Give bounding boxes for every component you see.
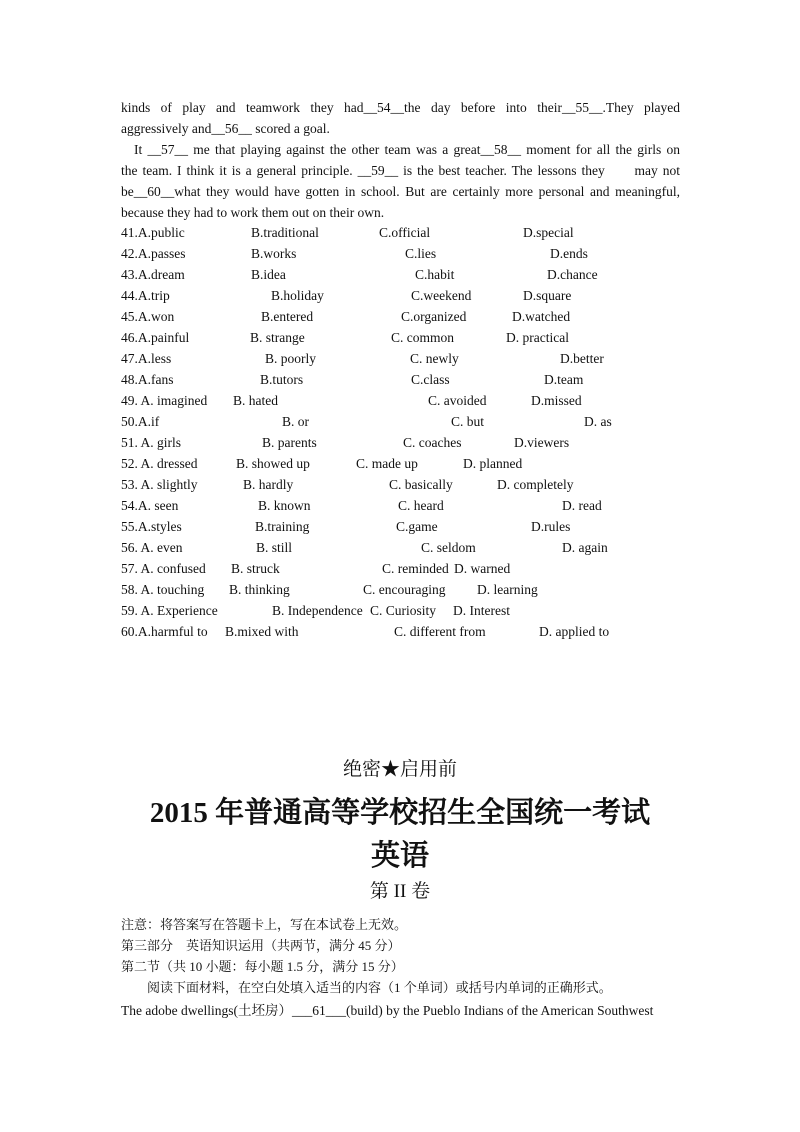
option-d: D.watched xyxy=(512,309,571,324)
option-b: B. known xyxy=(258,498,311,513)
option-b: B.training xyxy=(255,519,310,534)
option-d: D. practical xyxy=(506,330,569,345)
option-c: C.habit xyxy=(415,267,455,282)
option-row-60 xyxy=(121,621,721,642)
option-a: 45.A.won xyxy=(121,309,175,324)
option-a: 55.A.styles xyxy=(121,519,182,534)
passage-line: the team. I think it is a general principle. __59__ is the best teacher. The lessons they may not xyxy=(121,163,680,178)
option-c: C. avoided xyxy=(428,393,487,408)
option-a: 56. A. even xyxy=(121,540,183,555)
cloze-passage xyxy=(121,97,680,223)
option-row-51 xyxy=(121,432,721,453)
option-d: D.viewers xyxy=(514,435,570,450)
option-a: 50.A.if xyxy=(121,414,160,429)
option-row-45 xyxy=(121,306,721,327)
option-a: 59. A. Experience xyxy=(121,603,218,618)
option-c: C.weekend xyxy=(411,288,472,303)
option-c: C.game xyxy=(396,519,438,534)
instructions xyxy=(121,914,721,998)
passage-line: It __57__ me that playing against the other team was a great__58__ moment for all the girls on xyxy=(134,142,680,157)
option-b: B. hated xyxy=(233,393,278,408)
option-b: B. still xyxy=(256,540,293,555)
confidential-label: 绝密★启用前 xyxy=(342,759,457,780)
option-b: B. thinking xyxy=(229,582,290,597)
option-b: B.works xyxy=(251,246,297,261)
answer-options-list xyxy=(121,222,721,642)
passage-start-line: The adobe dwellings(土坯房）___61___(build) by the Pueblo Indians of the American Southwest xyxy=(121,1003,654,1018)
note-text: 注意：将答案写在答题卡上，写在本试卷上无效。 xyxy=(121,917,408,932)
volume-label: 第 II 卷 xyxy=(369,881,431,902)
option-d: D.special xyxy=(523,225,574,240)
option-d: D. as xyxy=(584,414,612,429)
option-a: 46.A.painful xyxy=(121,330,190,345)
option-a: 47.A.less xyxy=(121,351,172,366)
option-c: C.class xyxy=(411,372,450,387)
option-d: D. planned xyxy=(463,456,523,471)
option-c: C. common xyxy=(391,330,454,345)
option-d: D. learning xyxy=(477,582,538,597)
option-c: C. seldom xyxy=(421,540,476,555)
option-row-48 xyxy=(121,369,721,390)
passage-line: kinds of play and teamwork they had__54__the day before into their__55__.They played xyxy=(121,100,680,115)
option-row-49 xyxy=(121,390,721,411)
option-a: 57. A. confused xyxy=(121,561,206,576)
option-b: B. Independence xyxy=(272,603,363,618)
option-d: D. read xyxy=(562,498,602,513)
option-d: D.chance xyxy=(547,267,598,282)
option-a: 44.A.trip xyxy=(121,288,170,303)
passage-line: because they had to work them out on their own. xyxy=(121,205,385,220)
option-row-50 xyxy=(121,411,721,432)
option-b: B.idea xyxy=(251,267,286,282)
option-b: B.mixed with xyxy=(225,624,299,639)
option-row-59 xyxy=(121,600,721,621)
option-row-42 xyxy=(121,243,721,264)
option-b: B. parents xyxy=(262,435,317,450)
option-d: D.square xyxy=(523,288,572,303)
option-c: C. coaches xyxy=(403,435,462,450)
option-b: B.entered xyxy=(261,309,314,324)
option-b: B.holiday xyxy=(271,288,324,303)
option-row-41 xyxy=(121,222,721,243)
passage-line: aggressively and__56__ scored a goal. xyxy=(121,121,330,136)
option-a: 54.A. seen xyxy=(121,498,179,513)
option-row-47 xyxy=(121,348,721,369)
option-d: D. again xyxy=(562,540,608,555)
option-b: B. struck xyxy=(231,561,280,576)
option-b: B. or xyxy=(282,414,309,429)
option-c: C. Curiosity xyxy=(370,603,437,618)
instruction-text: 阅读下面材料，在空白处填入适当的内容（1 个单词）或括号内单词的正确形式。 xyxy=(147,980,612,995)
option-c: C. made up xyxy=(356,456,418,471)
option-d: D.rules xyxy=(531,519,571,534)
option-b: B. strange xyxy=(250,330,305,345)
option-c: C. basically xyxy=(389,477,453,492)
option-a: 48.A.fans xyxy=(121,372,174,387)
option-row-44 xyxy=(121,285,721,306)
option-a: 52. A. dressed xyxy=(121,456,198,471)
option-row-55 xyxy=(121,516,721,537)
option-c: C. but xyxy=(451,414,485,429)
option-d: D. warned xyxy=(454,561,511,576)
option-b: B.traditional xyxy=(251,225,319,240)
option-a: 58. A. touching xyxy=(121,582,205,597)
option-a: 42.A.passes xyxy=(121,246,186,261)
option-d: D.ends xyxy=(550,246,588,261)
option-row-43 xyxy=(121,264,721,285)
option-c: C. different from xyxy=(394,624,486,639)
option-a: 43.A.dream xyxy=(121,267,185,282)
option-c: C. reminded xyxy=(382,561,449,576)
option-c: C.official xyxy=(379,225,431,240)
option-b: B. showed up xyxy=(236,456,310,471)
option-row-54 xyxy=(121,495,721,516)
option-d: D.team xyxy=(544,372,584,387)
option-row-52 xyxy=(121,453,721,474)
option-d: D.better xyxy=(560,351,604,366)
option-d: D.missed xyxy=(531,393,582,408)
option-c: C.organized xyxy=(401,309,467,324)
option-b: B.tutors xyxy=(260,372,304,387)
option-b: B. hardly xyxy=(243,477,294,492)
option-row-57 xyxy=(121,558,721,579)
option-row-53 xyxy=(121,474,721,495)
option-d: D. applied to xyxy=(539,624,610,639)
option-row-56 xyxy=(121,537,721,558)
option-a: 51. A. girls xyxy=(121,435,182,450)
subject-title: 英语 xyxy=(370,840,429,872)
option-a: 60.A.harmful to xyxy=(121,624,208,639)
option-c: C.lies xyxy=(405,246,437,261)
option-row-58 xyxy=(121,579,721,600)
passage-line: be__60__what they would have gotten in school. But are certainly more personal and meaningful, xyxy=(121,184,680,199)
option-c: C. heard xyxy=(398,498,444,513)
option-c: C. encouraging xyxy=(363,582,446,597)
option-a: 49. A. imagined xyxy=(121,393,208,408)
option-a: 53. A. slightly xyxy=(121,477,198,492)
option-a: 41.A.public xyxy=(121,225,185,240)
option-row-46 xyxy=(121,327,721,348)
part-heading: 第三部分 英语知识运用（共两节，满分 45 分） xyxy=(121,938,401,953)
exam-title: 2015 年普通高等学校招生全国统一考试 xyxy=(149,797,651,829)
section-heading: 第二节（共 10 小题：每小题 1.5 分，满分 15 分） xyxy=(121,959,404,974)
option-c: C. newly xyxy=(410,351,459,366)
option-d: D. completely xyxy=(497,477,574,492)
option-b: B. poorly xyxy=(265,351,317,366)
option-d: D. Interest xyxy=(453,603,510,618)
